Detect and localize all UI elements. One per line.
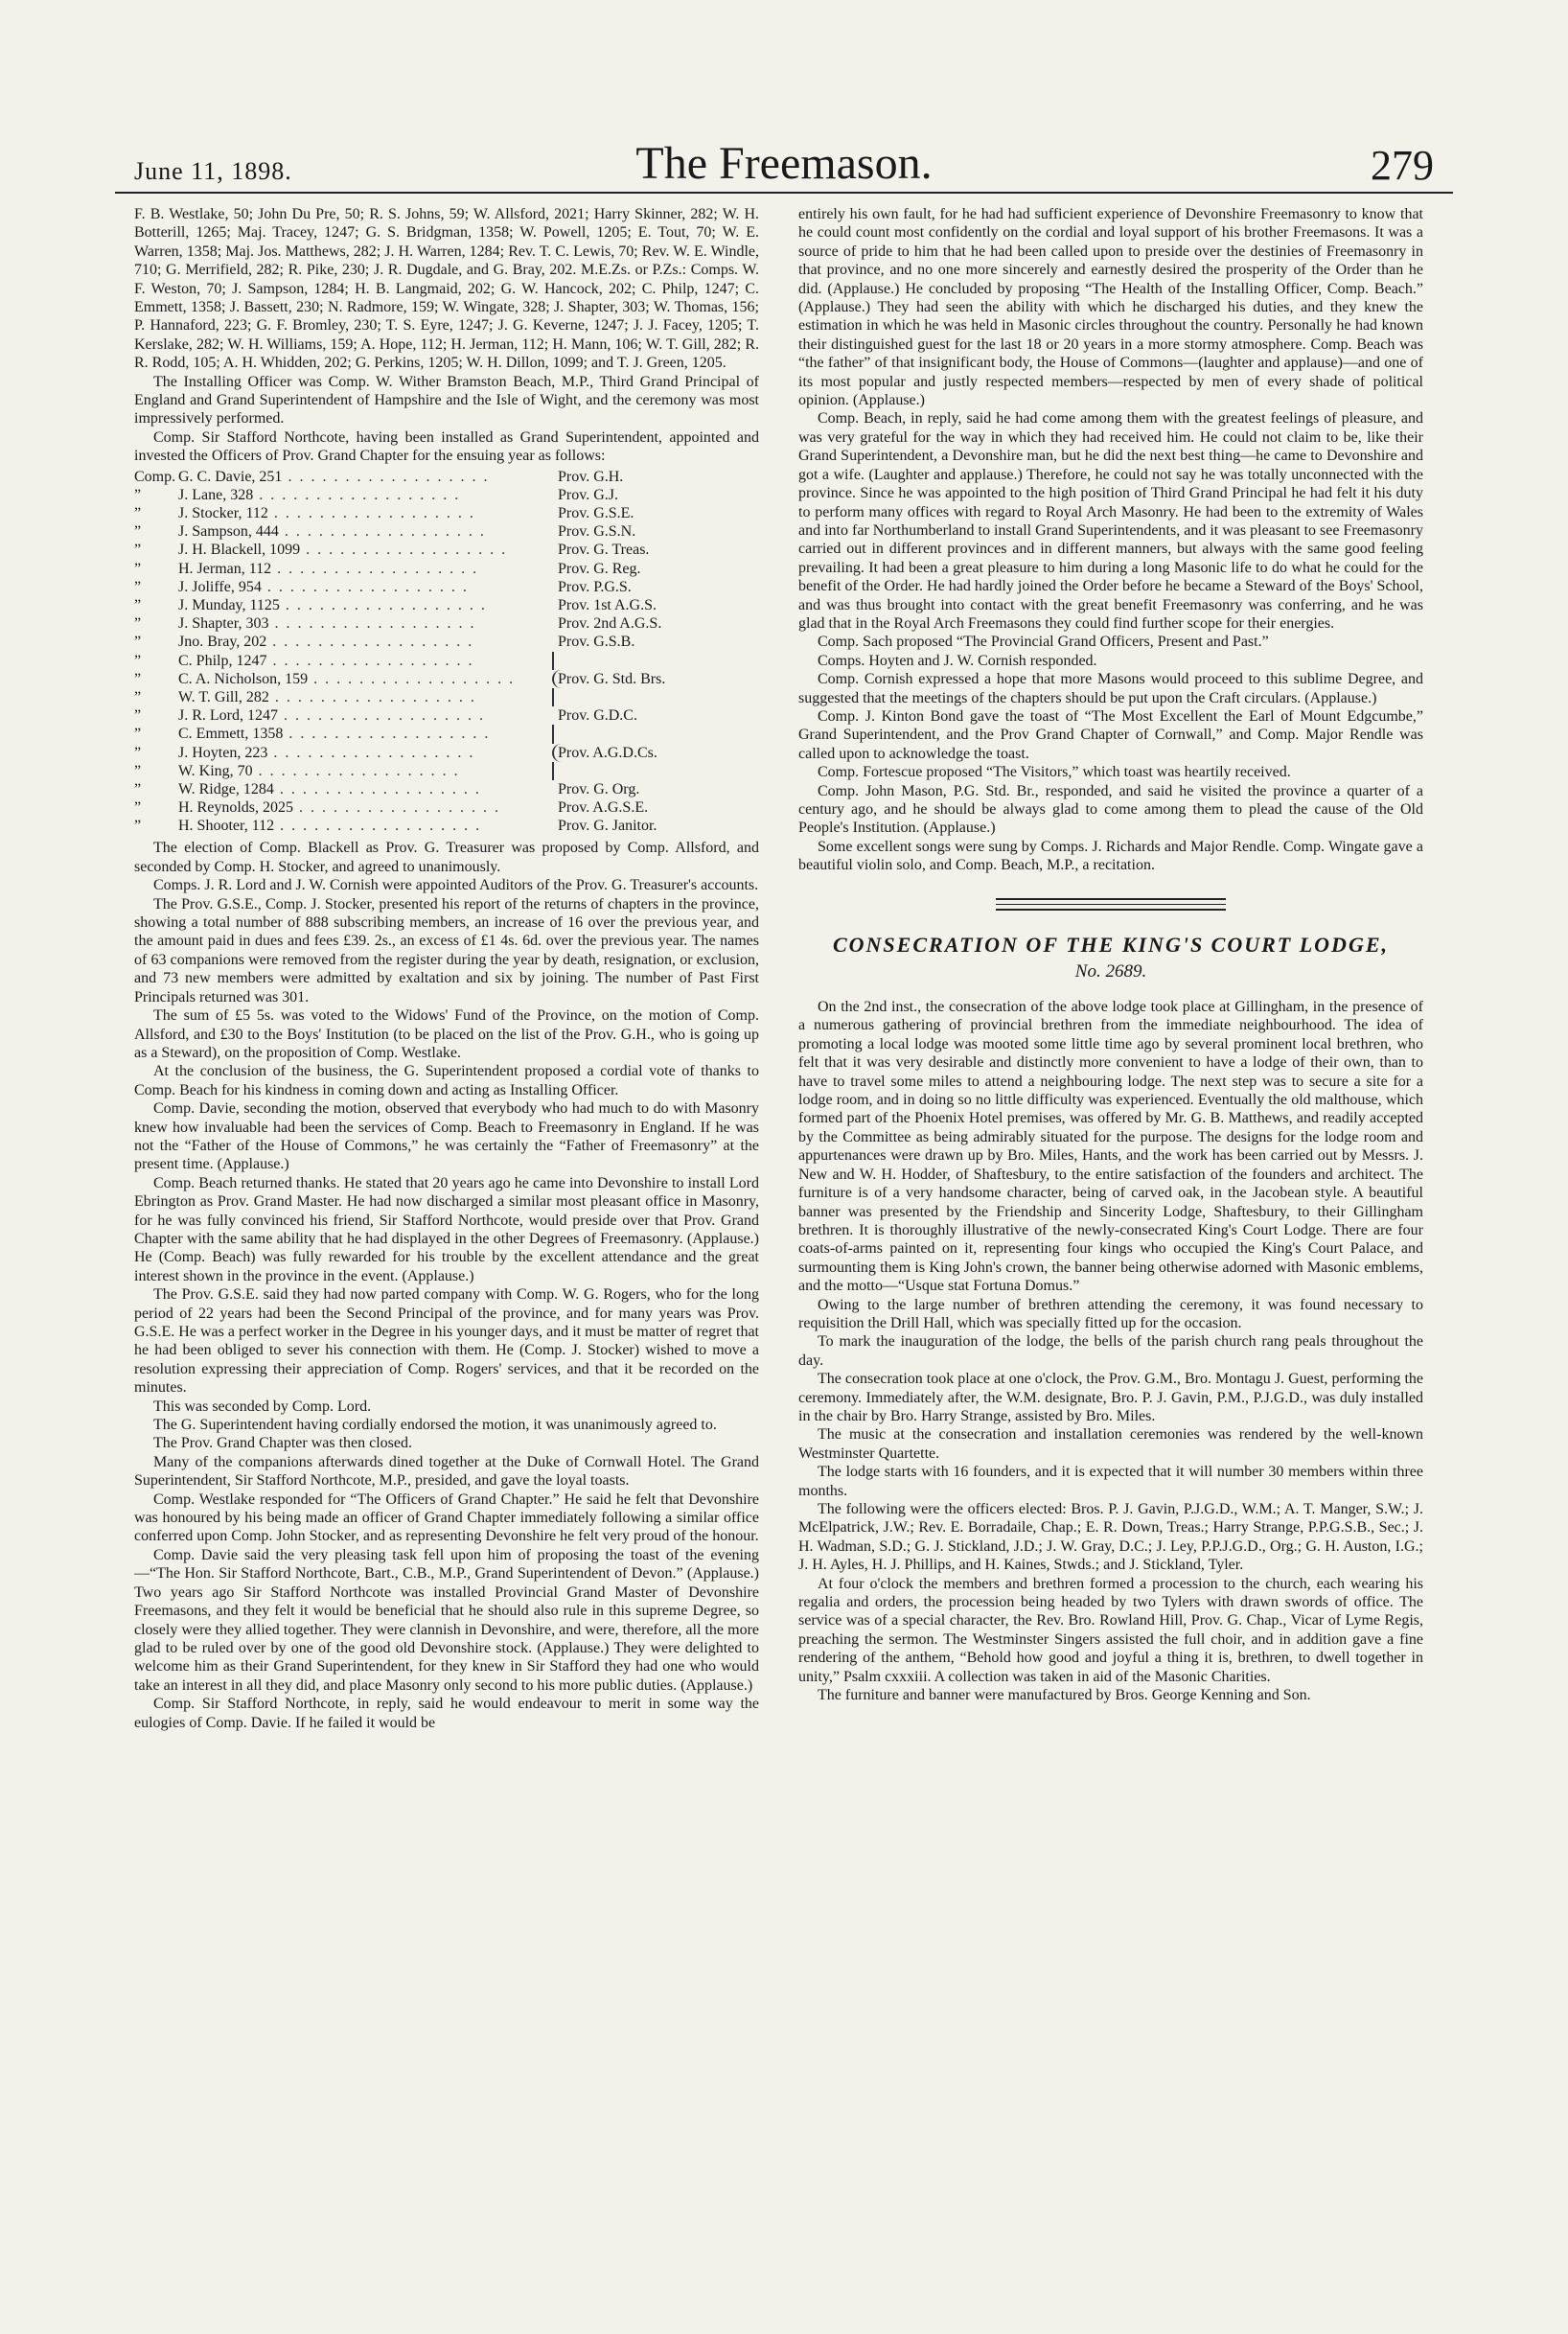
exaltation-list: F. B. Westlake, 50; John Du Pre, 50; R. S. Johns, 59; W. Allsford, 2021; Harry Skinner, 282; W. H. Botterill, 1265; Maj. Tracey, 1247; G. S. Bridgman, 1358; W. Powell, 1205; E. Tout, 70; W. E. Warren, 1358; Maj. Jos. Matthews, 282; J. H. Warren, 1284; Rev. T. C. Lewis, 70; Rev. W. E. Windle, 710; G. Merrifield, 282; R. Pike, 230; J. R. Dugdale, and G. Bray, 202. M.E.Zs. or P.Zs.: Comps. W. F. Weston, 70; J. Sampson, 1284; H. B. Langmaid, 202; G. W. Hancock, 202; C. Philp, 1247; C. Emmett, 1358; J. Bassett, 230; N. Radmore, 159; W. Wingate, 328; J. Shapter, 303; W. Thomas, 156; P. Hannaford, 223; G. F. Bromley, 230; T. S. Eyre, 1247; J. G. Keverne, 1247; J. J. Facey, 1205; T. Kerslake, 282; W. H. Williams, 159; A. Hope, 112; H. Jerman, 112; H. Mann, 106; W. T. Gill, 282; R. R. Rodd, 105; A. H. Whidden, 202; G. Perkins, 1205; W. H. Dillon, 1099; and T. J. Green, 1205. — [134, 206, 759, 372]
officer-prefix: ” — [134, 744, 142, 761]
officer-list — [134, 468, 759, 836]
officer-office: Prov. G.D.C. — [558, 707, 637, 725]
paragraph-bond-toast: Comp. J. Kinton Bond gave the toast of “The Most Excellent the Earl of Mount Edgcumbe,” Grand Superintendent, and the Prov Grand Chapter of Cornwall,” and Comp. Major Rendle was called upon to acknowledge the toast. — [798, 707, 1423, 762]
officer-prefix: ” — [134, 634, 142, 651]
officer-name: H. Shooter, 112 . . . — [178, 817, 558, 835]
paragraph-continued: entirely his own fault, for he had had sufficient experience of Devonshire Freemasonry to know that he could count most confidently on the cordial and loyal support of his brother Freemasons. It was a source of pride to him that he had been called upon to preside over the destinies of Freemasonry in that province, and no one more sincerely and earnestly desired the prosperity of the Order than he did. (Applause.) He concluded by proposing “The Health of the Installing Officer, Comp. Beach.” (Applause.) They had seen the ability with which he discharged his duties, and they knew the estimation in which he was held in Masonic circles throughout the country. Personally he had known their distinguished guest for the last 18 or 20 years in a more stormy atmosphere. Comp. Beach was “the father” of that insignificant body, the House of Commons—(laughter and applause)—and one of its most popular and justly respected members—respected by men of every shade of political opinion. (Applause.) — [798, 206, 1423, 409]
officer-prefix: ” — [134, 780, 142, 797]
officer-prefix: Comp. — [134, 468, 176, 485]
officer-prefix: ” — [134, 799, 142, 817]
officer-row — [134, 670, 759, 688]
officer-row — [134, 522, 759, 541]
officer-office: Prov. G. Std. Brs. — [552, 670, 759, 688]
officer-row — [134, 688, 759, 706]
officer-prefix: ” — [134, 762, 142, 779]
officer-row — [134, 486, 759, 504]
section-divider — [996, 898, 1226, 911]
officer-row — [134, 504, 759, 522]
officer-office: Prov. G.J. — [558, 486, 618, 503]
publication-title: The Freemason. — [635, 138, 933, 189]
officer-row — [134, 780, 759, 798]
officer-office: Prov. G. Org. — [558, 780, 640, 797]
paragraph-vote-of-thanks: At the conclusion of the business, the G. Superintendent proposed a cordial vote of thanks to Comp. Beach for his kindness in coming down and acting as Installing Officer. — [134, 1063, 759, 1098]
paragraph-northcote-reply: Comp. Sir Stafford Northcote, in reply, said he would endeavour to merit in some way the eulogies of Comp. Davie. If he failed it would be — [134, 1696, 759, 1731]
officer-office: Prov. G. Janitor. — [558, 818, 657, 835]
officer-prefix: ” — [134, 505, 142, 522]
officer-name: J. Shapter, 303 . . . — [178, 614, 558, 633]
officer-prefix: ” — [134, 726, 142, 743]
paragraph-rogers-resolution: The Prov. G.S.E. said they had now parted company with Comp. W. G. Rogers, who for the long period of 22 years had been the Second Principal of the province, and for many years was Prov. G.S.E. He was a perfect worker in the Degree in his younger days, and it must be matter of regret that he had been obliged to sever his connection with them. He (Comp. J. Stocker) wished to move a resolution expressing their appreciation of Comp. Rogers' services, and that it be recorded on the minutes. — [134, 1286, 759, 1397]
paragraph-beach-thanks: Comp. Beach returned thanks. He stated that 20 years ago he came into Devonshire to install Lord Ebrington as Prov. Grand Master. He had now discharged a similar most pleasant office in Masonry, for he was fully convinced his friend, Sir Stafford Northcote, would preside over that Prov. Grand Chapter with the same ability that he had displayed in the other Degrees of Freemasonry. (Applause.) He (Comp. Beach) was fully rewarded for his trouble by the excellent attendance and the great interest shown in the province in the event. (Applause.) — [134, 1174, 759, 1284]
right-column — [798, 205, 1423, 2295]
paragraph-furniture: The furniture and banner were manufactured by Bros. George Kenning and Son. — [818, 1687, 1311, 1704]
paragraph-auditors: Comps. J. R. Lord and J. W. Cornish were appointed Auditors of the Prov. G. Treasurer's accounts. — [153, 877, 759, 894]
officer-prefix: ” — [134, 578, 142, 595]
officer-name: H. Jerman, 112 . . . — [178, 560, 558, 578]
paragraph-hoyten-response: Comps. Hoyten and J. W. Cornish responded. — [818, 652, 1097, 669]
officer-name: G. C. Davie, 251 . . . — [178, 468, 558, 486]
paragraph-drill-hall: Owing to the large number of brethren attending the ceremony, it was found necessary to requisition the Drill Hall, which was specially fitted up for the occasion. — [798, 1296, 1423, 1331]
paragraph-cornish: Comp. Cornish expressed a hope that more Masons would proceed to this sublime Degree, and suggested that the meetings of the chapters should be put upon the Craft circulars. (Applause.) — [798, 671, 1423, 706]
officer-row — [134, 633, 759, 651]
officer-prefix: ” — [134, 542, 142, 559]
paragraph-endorsed: The G. Superintendent having cordially endorsed the motion, it was unanimously agreed to. — [153, 1417, 717, 1434]
officer-prefix: ” — [134, 688, 142, 705]
paragraph-gse-report: The Prov. G.S.E., Comp. J. Stocker, presented his report of the returns of chapters in the province, showing a total number of 888 subscribing members, an increase of 16 over the previous year, and the amount paid in dues and fees £39. 2s., an excess of £1 4s. 6d. over the previous year. The names of 63 companions were removed from the register during the year by death, resignation, or exclusion, and 73 new members were admitted by exaltation and six by joining. The number of Past First Principals returned was 301. — [134, 895, 759, 1005]
page-number: 279 — [1371, 142, 1434, 189]
officer-office: Prov. 2nd A.G.S. — [558, 615, 662, 633]
officer-office — [552, 762, 759, 780]
officer-row — [134, 817, 759, 835]
officer-name: H. Reynolds, 2025 . . . — [178, 798, 558, 817]
officer-prefix: ” — [134, 670, 142, 687]
officer-name: J. Lane, 328 . . . — [178, 486, 558, 504]
officer-office: Prov. G.S.E. — [558, 505, 634, 522]
paragraph-westlake-response: Comp. Westlake responded for “The Officers of Grand Chapter.” He said he felt that Devonshire was honoured by his being made an officer of Grand Chapter immediately following a similar office conferred upon Comp. John Stocker, and as representing Devonshire he felt very proud of the honour. — [134, 1491, 759, 1545]
officer-name: J. Joliffe, 954 . . . — [178, 578, 558, 596]
article-subhead: No. 2689. — [1074, 960, 1147, 982]
officer-prefix: ” — [134, 707, 142, 725]
paragraph-treasurer-election: The election of Comp. Blackell as Prov. G. Treasurer was proposed by Comp. Allsford, and seconded by Comp. H. Stocker, and agreed to unanimously. — [134, 840, 759, 875]
officer-row — [134, 706, 759, 725]
officer-name: C. A. Nicholson, 159 . . . — [178, 670, 552, 688]
officer-prefix: ” — [134, 486, 142, 503]
paragraph-songs: Some excellent songs were sung by Comps. J. Richards and Major Rendle. Comp. Wingate gave a beautiful violin solo, and Comp. Beach, M.P., a recitation. — [798, 838, 1423, 874]
officer-row — [134, 578, 759, 596]
officer-prefix: ” — [134, 615, 142, 633]
officer-row — [134, 744, 759, 762]
officer-office — [552, 688, 759, 706]
officer-prefix: ” — [134, 560, 142, 577]
officer-name: J. Hoyten, 223 . . . — [178, 744, 552, 762]
paragraph-founders: The lodge starts with 16 founders, and it is expected that it will number 30 members within three months. — [798, 1464, 1423, 1499]
paragraph-ceremony: The consecration took place at one o'clock, the Prov. G.M., Bro. Montagu J. Guest, performing the ceremony. Immediately after, the W.M. designate, Bro. P. J. Gavin, P.M., P.J.G.D., was duly installed in the chair by Bro. Harry Strange, assisted by Bro. Miles. — [798, 1371, 1423, 1424]
officer-office: Prov. A.G.D.Cs. — [552, 744, 759, 762]
officer-row — [134, 725, 759, 743]
officer-row — [134, 596, 759, 614]
paragraph-davie-toast: Comp. Davie said the very pleasing task fell upon him of proposing the toast of the evening—“The Hon. Sir Stafford Northcote, Bart., C.B., M.P., Grand Superintendent of Devon.” (Applause.) Two years ago Sir Stafford Northcote was installed Provincial Grand Master of Devonshire Freemasons, and they felt it would be beneficial that he should also rule in this supreme Degree, so closely were they allied together. They were clannish in Devonshire, and were, therefore, all the more glad to be ruled over by one of the good old Devonshire stock. (Applause.) They were delighted to welcome him as their Grand Superintendent, for they knew in Sir Stafford they had one who would take an interest in all they did, and place Masonry only second to his more public duties. (Applause.) — [134, 1546, 759, 1694]
paragraph-installing-officer: The Installing Officer was Comp. W. Wither Bramston Beach, M.P., Third Grand Principal of England and Grand Superintendent of Hampshire and the Isle of Wight, and the ceremony was most impressively performed. — [134, 373, 759, 428]
officer-row — [134, 762, 759, 780]
officer-name: J. H. Blackell, 1099 . . . — [178, 541, 558, 559]
paragraph-music: The music at the consecration and installation ceremonies was rendered by the well-known Westminster Quartette. — [798, 1426, 1423, 1462]
officer-row — [134, 652, 759, 670]
issue-date: June 11, 1898. — [134, 157, 292, 185]
paragraph-davie-seconding: Comp. Davie, seconding the motion, observed that everybody who had much to do with Masonry knew how invaluable had been the services of Comp. Beach to Freemasonry in England. If he was not the “Father of the House of Commons,” he was certainly the “Father of Freemasonry” at the present time. (Applause.) — [134, 1100, 759, 1173]
officer-office: Prov. 1st A.G.S. — [558, 597, 657, 613]
left-column — [134, 205, 759, 2295]
paragraph-fortescue: Comp. Fortescue proposed “The Visitors,” which toast was heartily received. — [818, 764, 1291, 781]
officer-office — [552, 652, 759, 670]
article-headline: CONSECRATION OF THE KING'S COURT LODGE, — [832, 932, 1390, 957]
officer-name: W. T. Gill, 282 . . . — [178, 688, 552, 706]
officer-prefix: ” — [134, 652, 142, 669]
paragraph-widows-fund: The sum of £5 5s. was voted to the Widows' Fund of the Province, on the motion of Comp. Allsford, and £30 to the Boys' Institution (to be placed on the list of the Prov. G.H., who is going up as a Steward), on the proposition of Comp. Westlake. — [134, 1007, 759, 1061]
officer-row — [134, 798, 759, 817]
officer-row — [134, 541, 759, 559]
officer-row — [134, 614, 759, 633]
officer-office: Prov. G.S.B. — [558, 634, 635, 651]
paragraph-beach-reply: Comp. Beach, in reply, said he had come among them with the greatest feelings of pleasure, and was very grateful for the way in which they had received him. He could not claim to be, like their Grand Superintendent, a Devonshire man, but he did the next best thing—he came to Devonshire and got a wife. (Laughter and applause.) Therefore, he could not say he was totally unconnected with the province. Since he was appointed to the high position of Third Grand Principal he had felt it his duty to perform many offices with regard to Royal Arch Masonry. He had been to the extremity of Wales and into far Northumberland to install Grand Superintendents, and it was pleasant to see Freemasonry carried out in different provinces and in different manners, but always with the same good feeling prevailing. It had been a great pleasure to him during a long Masonic life to do what he could for the benefit of the Order. He had hardly joined the Order before he became a Steward of the Boys' School, and was thus brought into contact with the great benefit Freemasonry was conferring, and he was glad that in the Royal Arch Freemasons they could find further scope for their energies. — [798, 410, 1423, 632]
officer-office: Prov. A.G.S.E. — [558, 799, 649, 817]
officer-name: J. Munday, 1125 . . . — [178, 596, 558, 614]
officer-name: C. Emmett, 1358 . . . — [178, 725, 552, 743]
masthead-rule — [115, 192, 1453, 194]
paragraph-bells: To mark the inauguration of the lodge, the bells of the parish church rang peals throughout the day. — [798, 1333, 1423, 1369]
officer-office — [552, 725, 759, 743]
paragraph-officers-appointed: Comp. Sir Stafford Northcote, having been installed as Grand Superintendent, appointed and invested the Officers of Prov. Grand Chapter for the ensuing year as follows: — [134, 428, 759, 465]
officer-name: Jno. Bray, 202 . . . — [178, 633, 558, 651]
officer-name: J. Stocker, 112 . . . — [178, 504, 558, 522]
officer-name: W. King, 70 . . . — [178, 762, 552, 780]
officer-prefix: ” — [134, 818, 142, 835]
officer-name: J. R. Lord, 1247 . . . — [178, 706, 558, 725]
paragraph-consecration: On the 2nd inst., the consecration of the above lodge took place at Gillingham, in the presence of a numerous gathering of provincial brethren from the immediate neighbourhood. The idea of promoting a local lodge was mooted some little time ago by several prominent local brethren, who felt that it was very desirable and distinctly more convenient to have a lodge of their own, than to have to travel some miles to attend a neighbouring lodge. The next step was to secure a site for a lodge room, and in doing so no little difficulty was experienced. Eventually the old malthouse, which formed part of the Phoenix Hotel premises, was offered by Mr. G. B. Matthews, and readily accepted by the Committee as being admirably situated for the purpose. The designs for the lodge room and appurtenances were drawn up by Bro. Miles, Hants, and the work has been carried out by Messrs. J. New and W. H. Hodder, of Shaftesbury, to the entire satisfaction of the founders and architect. The furniture is of a very handsome character, being of carved oak, in the Jacobean style. A beautiful banner was presented by the Friendship and Sincerity Lodge, Shaftesbury, to their Gillingham brethren. It is thoroughly illustrative of the newly-consecrated King's Court Lodge. There are four coats-of-arms painted on it, representing four kings who occupied the King's Court Palace, and surmounting them is King John's crown, the banner being otherwise adorned with Masonic emblems, and the motto—“Usque stat Fortuna Domus.” — [798, 999, 1423, 1295]
paragraph-dinner: Many of the companions afterwards dined together at the Duke of Cornwall Hotel. The Grand Superintendent, Sir Stafford Northcote, M.P., presided, and gave the loyal toasts. — [134, 1453, 759, 1490]
officer-row — [134, 468, 759, 486]
officer-name: W. Ridge, 1284 . . . — [178, 780, 558, 798]
officer-row — [134, 560, 759, 578]
officer-name: J. Sampson, 444 . . . — [178, 522, 558, 541]
officer-prefix: ” — [134, 597, 142, 613]
officer-office: Prov. G. Treas. — [558, 542, 650, 559]
officer-name: C. Philp, 1247 . . . — [178, 652, 552, 670]
officer-office: Prov. G.H. — [558, 468, 624, 485]
paragraph-seconded-lord: This was seconded by Comp. Lord. — [153, 1398, 372, 1415]
paragraph-sach-toast: Comp. Sach proposed “The Provincial Grand Officers, Present and Past.” — [818, 634, 1269, 651]
officer-office: Prov. P.G.S. — [558, 578, 632, 595]
paragraph-chapter-closed: The Prov. Grand Chapter was then closed. — [153, 1435, 412, 1452]
paragraph-procession: At four o'clock the members and brethren formed a procession to the church, each wearing his regalia and orders, the procession being headed by two Tylers with drawn swords of office. The service was of a special character, the Rev. Bro. Rowland Hill, Prov. G. Chap., Vicar of Lyme Regis, preaching the sermon. The Westminster Singers assisted the full choir, and in addition gave a fine rendering of the anthem, “Behold how good and joyful a thing it is, brethren, to dwell together in unity,” Psalm cxxxiii. A collection was taken in aid of the Masonic Charities. — [798, 1575, 1423, 1685]
masthead — [115, 127, 1453, 194]
paragraph-lodge-officers: The following were the officers elected: Bros. P. J. Gavin, P.J.G.D., W.M.; A. T. Manger, S.W.; J. McElpatrick, J.W.; Rev. E. Borradaile, Chap.; E. R. Down, Treas.; Harry Strange, P.P.G.S.B., Sec.; J. H. Wadman, S.D.; G. J. Stickland, J.D.; J. W. Gray, D.C.; J. Ley, P.P.J.G.D., Org.; G. H. Auston, I.G.; J. H. Ayles, H. J. Phillips, and H. Kaines, Stwds.; and J. Stickland, Tyler. — [798, 1501, 1423, 1574]
officer-office: Prov. G. Reg. — [558, 560, 641, 577]
officer-prefix: ” — [134, 523, 142, 541]
paragraph-mason-response: Comp. John Mason, P.G. Std. Br., responded, and said he visited the province a quarter of a century ago, and he should be always glad to come among them to plead the cause of the Old People's Institution. (Applause.) — [798, 782, 1423, 837]
officer-office: Prov. G.S.N. — [558, 523, 636, 541]
